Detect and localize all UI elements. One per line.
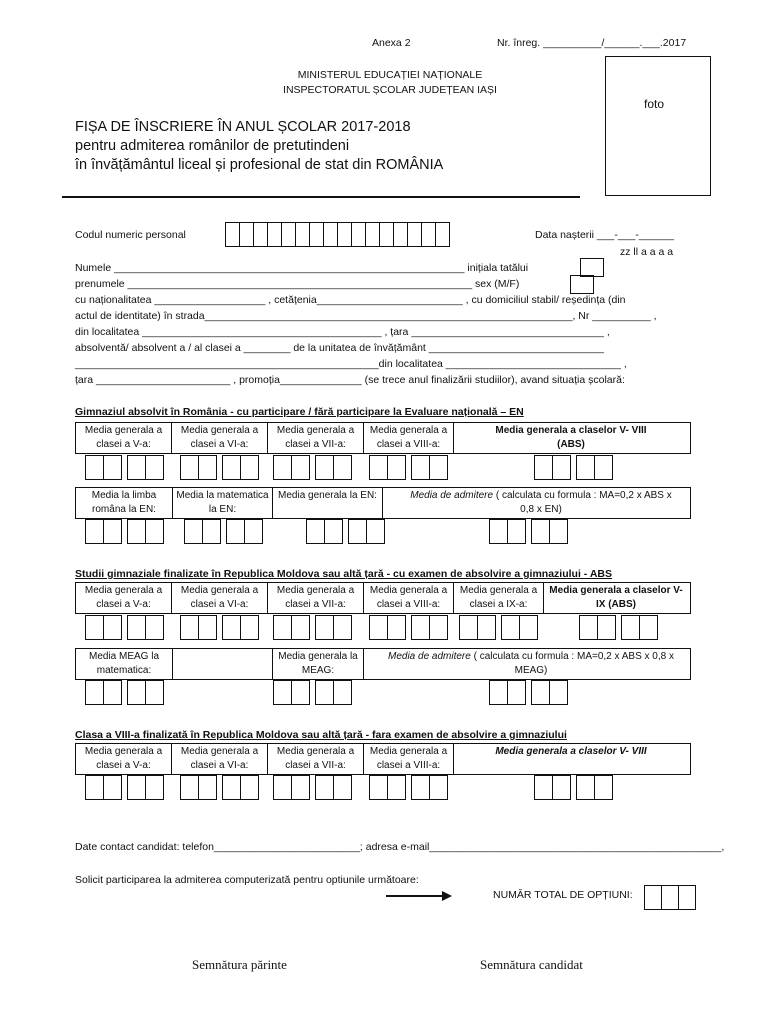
birth-date-format: zz ll a a a a	[620, 246, 674, 258]
contact-line[interactable]: Date contact candidat: telefon_________________________; adresa e-mail__________________________________________________,	[75, 841, 725, 853]
s1-col-5: Media generala a clasei a V-a:	[84, 425, 163, 450]
photo-label: foto	[644, 97, 665, 111]
s3-grade7-input[interactable]	[274, 775, 352, 800]
s3-abs-input[interactable]	[535, 775, 613, 800]
locality-line[interactable]: din localitatea _________________________________________ , țara _________________________________ ,	[75, 326, 610, 338]
s1-admission-input[interactable]	[490, 519, 568, 544]
s2-header-table	[75, 582, 691, 614]
registration-number: Nr. înreg. __________/______.___.2017	[497, 37, 687, 49]
s3-header-table	[75, 743, 691, 775]
s1-en-romanian-input[interactable]	[86, 519, 164, 544]
s1-col-6: Media generala a clasei a VI-a:	[180, 425, 259, 450]
s2-col-7: Media generala a clasei a VII-a:	[276, 585, 355, 610]
sex-box[interactable]	[570, 275, 594, 294]
s2-col-abs: Media generala a claselor V- IX (ABS)	[549, 585, 683, 610]
cnp-input[interactable]	[226, 222, 450, 245]
s3-col-6: Media generala a clasei a VI-a:	[180, 746, 259, 771]
parent-signature-label: Semnătura părinte	[192, 957, 287, 972]
s3-col-5: Media generala a clasei a V-a:	[84, 746, 163, 771]
form-subtitle-2: în învățământul liceal și profesional de stat din ROMÂNIA	[75, 157, 444, 173]
s3-col-8: Media generala a clasei a VIII-a:	[369, 746, 448, 771]
s2-meag-math: Media MEAG la matematica:	[88, 651, 160, 676]
nationality-line[interactable]: cu naționalitatea ___________________ , cetățenia_________________________ , cu domiciliul stabil/ reședința (din	[75, 294, 626, 306]
s2-grade8-input[interactable]	[370, 615, 448, 640]
s2-admission-input[interactable]	[490, 680, 568, 705]
s1-col-7: Media generala a clasei a VII-a:	[276, 425, 355, 450]
s2-grade9-input[interactable]	[460, 615, 538, 640]
s3-col-abs: Media generala a claselor V- VIII	[495, 746, 647, 757]
ministry-name: MINISTERUL EDUCAȚIEI NAȚIONALE	[297, 69, 483, 81]
s3-grade8-input[interactable]	[370, 775, 448, 800]
total-options-label: NUMĂR TOTAL DE OPȚIUNI:	[493, 889, 633, 901]
s1-admission-formula: Media de admitere ( calculata cu formula : MA=0,2 x ABS x 0,8 x EN)	[410, 490, 672, 515]
s2-meag-math-input[interactable]	[86, 680, 164, 705]
firstname-line[interactable]: prenumele ___________________________________________________________ sex (M/F)	[75, 278, 520, 290]
s1-exam-table	[75, 487, 691, 519]
s1-header-table	[75, 422, 691, 454]
s3-grade6-input[interactable]	[181, 775, 259, 800]
section-romania-title: Gimnaziul absolvit în România - cu participare / fără participare la Evaluare națională – EN	[75, 406, 524, 418]
annex-label: Anexa 2	[372, 37, 411, 49]
name-line[interactable]: Numele ____________________________________________________________ inițiala tatălui	[75, 262, 529, 274]
inspectorate-name: INSPECTORATUL ȘCOLAR JUDEȚEAN IAȘI	[283, 84, 497, 96]
section-moldova-abs-title: Studii gimnaziale finalizate în Republica Moldova sau altă țară - cu examen de absolvire a gimnaziului - ABS	[75, 568, 612, 580]
s2-exam-table	[75, 648, 691, 680]
s2-col-6: Media generala a clasei a VI-a:	[180, 585, 259, 610]
header-divider	[62, 196, 580, 198]
s1-en-general: Media generala la EN:	[278, 490, 377, 501]
s2-col-5: Media generala a clasei a V-a:	[84, 585, 163, 610]
street-line[interactable]: actul de identitate) în strada_______________________________________________________________, Nr __________ ,	[75, 310, 657, 322]
candidate-signature-label: Semnătura candidat	[480, 957, 583, 972]
s3-col-7: Media generala a clasei a VII-a:	[276, 746, 355, 771]
total-options-input[interactable]	[645, 885, 696, 908]
s2-grade5-input[interactable]	[86, 615, 164, 640]
s2-abs-input[interactable]	[580, 615, 658, 640]
s1-en-math: Media la matematica la EN:	[176, 490, 269, 515]
s1-grade5-input[interactable]	[86, 455, 164, 480]
cnp-label: Codul numeric personal	[75, 229, 186, 241]
s1-en-general-input[interactable]	[307, 519, 385, 544]
s2-grade6-input[interactable]	[181, 615, 259, 640]
s2-col-8: Media generala a clasei a VIII-a:	[369, 585, 448, 610]
form-title: FIȘA DE ÎNSCRIERE ÎN ANUL ȘCOLAR 2017-2018	[75, 119, 411, 135]
s1-en-math-input[interactable]	[185, 519, 263, 544]
photo-box	[605, 56, 711, 196]
s3-grade5-input[interactable]	[86, 775, 164, 800]
s1-en-romanian: Media la limba româna la EN:	[91, 490, 157, 515]
birth-date-field[interactable]: Data nașterii ___-___-______	[535, 229, 674, 241]
s2-grade7-input[interactable]	[274, 615, 352, 640]
s2-col-9: Media generala a clasei a IX-a:	[459, 585, 538, 610]
school-locality-line[interactable]: ____________________________________________________din localitatea ______________________________ ,	[75, 358, 627, 370]
section-moldova-noexam-title: Clasa a VIII-a finalizată în Republica Moldova sau altă țară - fara examen de absolvire a gimnaziului	[75, 729, 567, 741]
s1-col-abs: Media generala a claselor V- VIII (ABS)	[495, 425, 647, 450]
country-promotion-line[interactable]: țara _______________________ , promoția______________ (se trece anul finalizării studiilor), avand situația școlară:	[75, 374, 625, 386]
form-subtitle-1: pentru admiterea românilor de pretutindeni	[75, 138, 350, 154]
s1-abs-input[interactable]	[535, 455, 613, 480]
s1-col-8: Media generala a clasei a VIII-a:	[369, 425, 448, 450]
options-request: Solicit participarea la admiterea computerizată pentru optiunile următoare:	[75, 874, 419, 886]
graduate-line[interactable]: absolventă/ absolvent a / al clasei a ________ de la unitatea de învățământ ______________________________	[75, 342, 604, 354]
s1-grade7-input[interactable]	[274, 455, 352, 480]
s1-grade8-input[interactable]	[370, 455, 448, 480]
s2-admission-formula: Media de admitere ( calculata cu formula : MA=0,2 x ABS x 0,8 x MEAG)	[388, 651, 674, 676]
s1-grade6-input[interactable]	[181, 455, 259, 480]
s2-meag-general-input[interactable]	[274, 680, 352, 705]
s2-meag-general: Media generala la MEAG:	[278, 651, 358, 676]
arrow-right-icon	[386, 890, 452, 902]
